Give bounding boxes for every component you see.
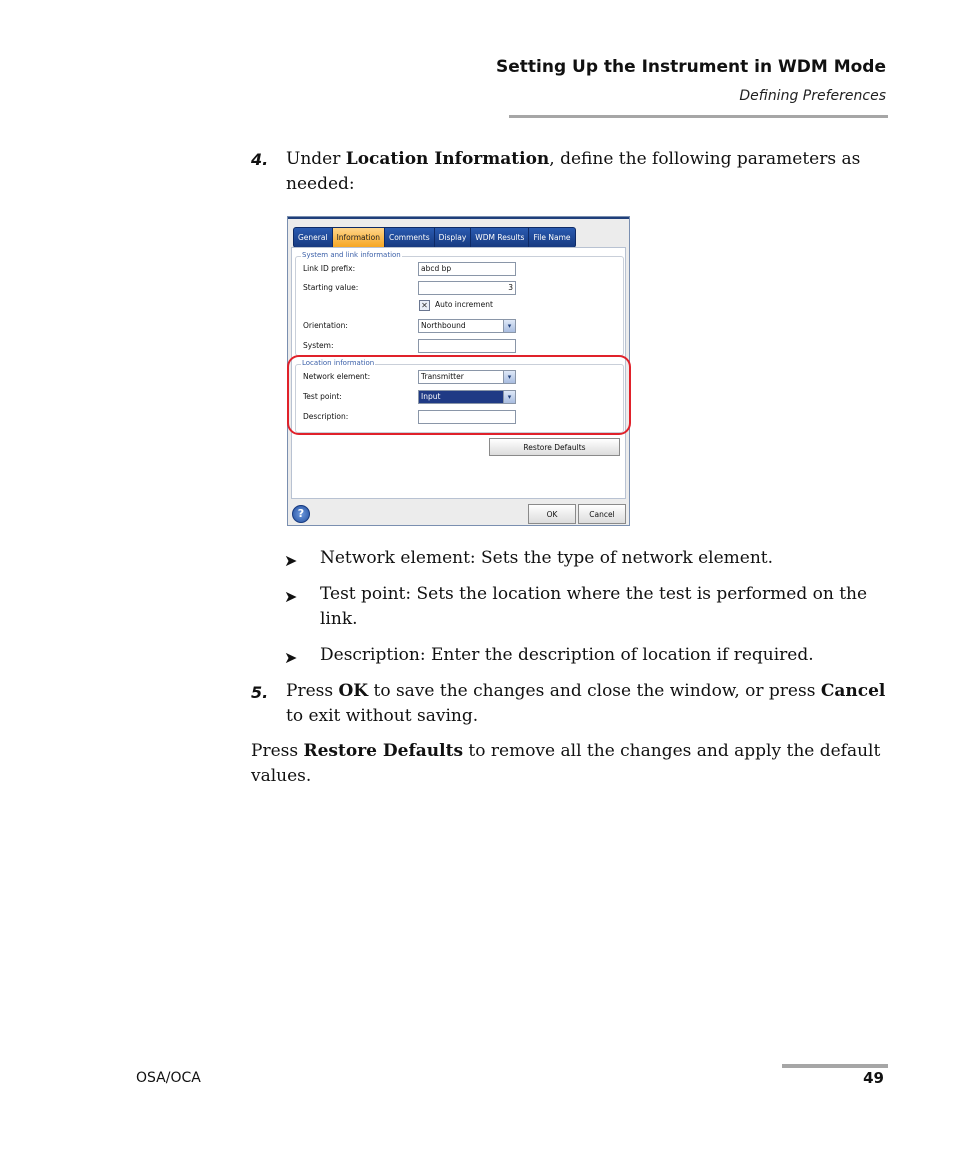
step-4-number: 4. <box>251 150 269 169</box>
step-5-number: 5. <box>251 683 269 702</box>
restore-defaults-paragraph: Press Restore Defaults to remove all the changes and apply the default values. <box>251 741 881 786</box>
auto-increment-label: Auto increment <box>435 300 493 309</box>
restore-defaults-button[interactable]: Restore Defaults <box>489 438 620 456</box>
footer-product: OSA/OCA <box>136 1070 201 1086</box>
page-header-title: Setting Up the Instrument in WDM Mode <box>495 57 886 77</box>
tab-wdm-results[interactable]: WDM Results <box>471 227 529 248</box>
test-point-value: Input <box>421 392 441 401</box>
orientation-label: Orientation: <box>303 321 348 330</box>
system-label: System: <box>303 341 334 350</box>
chevron-down-icon: ▾ <box>503 371 515 383</box>
orientation-select[interactable] <box>418 319 516 333</box>
test-point-label: Test point: <box>303 392 342 401</box>
tab-bar <box>293 227 576 248</box>
step-4-text: Under Location Information, define the following parameters as needed: <box>286 149 861 194</box>
system-link-group <box>295 251 624 356</box>
tab-information[interactable]: Information <box>333 227 385 248</box>
page-number: 49 <box>863 1069 884 1087</box>
cancel-button[interactable]: Cancel <box>578 504 626 524</box>
page-header-subtitle: Defining Preferences <box>739 88 886 104</box>
bullet-description: Description: Enter the description of location if required. <box>320 645 814 665</box>
header-rule <box>509 115 888 118</box>
ok-button[interactable]: OK <box>528 504 576 524</box>
tab-file-name[interactable]: File Name <box>529 227 575 248</box>
chevron-down-icon: ▾ <box>503 320 515 332</box>
bullet-arrow-icon: ➤ <box>284 551 298 570</box>
bullet-arrow-icon: ➤ <box>284 648 298 667</box>
tab-general[interactable]: General <box>293 227 333 248</box>
link-id-label: Link ID prefix: <box>303 264 356 273</box>
starting-value-label: Starting value: <box>303 283 359 292</box>
footer-rule <box>782 1064 888 1068</box>
tab-comments[interactable]: Comments <box>385 227 435 248</box>
network-element-value: Transmitter <box>421 372 464 381</box>
dialog-title-bar <box>288 217 629 219</box>
description-label: Description: <box>303 412 349 421</box>
question-mark-icon[interactable]: ? <box>292 505 310 523</box>
starting-value-input[interactable]: 3 <box>418 281 516 295</box>
tab-display[interactable]: Display <box>435 227 472 248</box>
system-input[interactable] <box>418 339 516 353</box>
bullet-test-point: Test point: Sets the location where the test is performed on the link. <box>320 584 868 629</box>
location-highlight-callout <box>287 355 631 435</box>
chevron-down-icon: ▾ <box>503 391 515 403</box>
bullet-network-element: Network element: Sets the type of network element. <box>320 548 774 568</box>
system-link-group-title: System and link information <box>302 251 401 259</box>
auto-increment-checkbox[interactable]: ✕ <box>419 300 430 311</box>
step-5-text: Press OK to save the changes and close the window, or press Cancel to exit without saving. <box>286 681 886 726</box>
location-info-group-title: Location information <box>302 359 375 367</box>
network-element-label: Network element: <box>303 372 371 381</box>
link-id-input[interactable]: abcd bp <box>418 262 516 276</box>
orientation-value: Northbound <box>421 321 466 330</box>
bullet-arrow-icon: ➤ <box>284 587 298 606</box>
